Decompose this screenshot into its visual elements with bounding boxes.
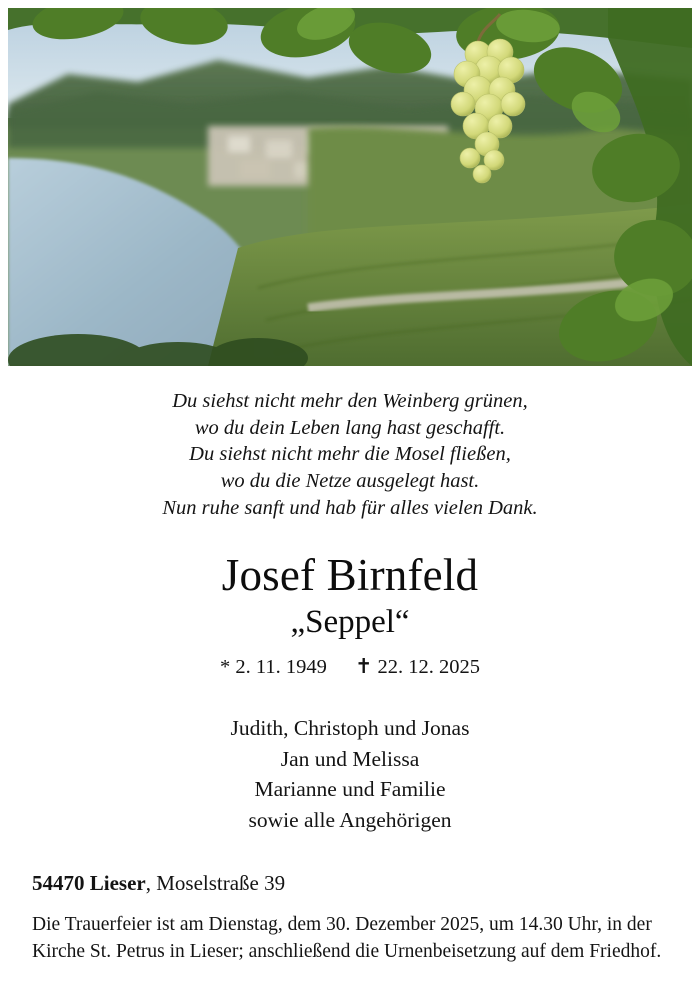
survivor-line: sowie alle Angehörigen bbox=[248, 807, 452, 832]
death-date: ✝ 22. 12. 2025 bbox=[355, 656, 480, 679]
verse-line: Du siehst nicht mehr die Mosel fließen, bbox=[189, 443, 511, 466]
address-place: 54470 Lieser bbox=[32, 871, 146, 896]
verse-line: wo du die Netze ausgelegt hast. bbox=[220, 469, 480, 492]
life-dates bbox=[30, 654, 670, 679]
funeral-details: Die Trauerfeier ist am Dienstag, dem 30. Dezember 2025, um 14.30 Uhr, in der Kirche St. Petrus in Lieser; anschließend die Urnenbeisetzung auf dem Friedhof. bbox=[32, 914, 662, 962]
obituary-text bbox=[8, 366, 692, 965]
survivor-line: Judith, Christoph und Jonas bbox=[230, 716, 470, 741]
memorial-photo bbox=[8, 8, 692, 366]
deceased-nickname: „Seppel“ bbox=[290, 603, 410, 640]
verse-line: wo du dein Leben lang hast geschafft. bbox=[194, 416, 506, 439]
memorial-verse bbox=[30, 388, 670, 521]
vineyard-moselle-illustration bbox=[8, 8, 692, 366]
survivor-line: Jan und Melissa bbox=[280, 746, 420, 771]
verse-line: Nun ruhe sanft und hab für alles vielen Dank. bbox=[162, 496, 538, 519]
deceased-name: Josef Birnfeld bbox=[221, 550, 479, 601]
birth-date: * 2. 11. 1949 bbox=[220, 656, 327, 679]
verse-line: Du siehst nicht mehr den Weinberg grünen, bbox=[172, 390, 528, 412]
survivor-line: Marianne und Familie bbox=[254, 777, 446, 802]
address-line bbox=[30, 871, 670, 896]
address-street: , Moselstraße 39 bbox=[145, 871, 286, 896]
survivors-list bbox=[30, 713, 670, 835]
